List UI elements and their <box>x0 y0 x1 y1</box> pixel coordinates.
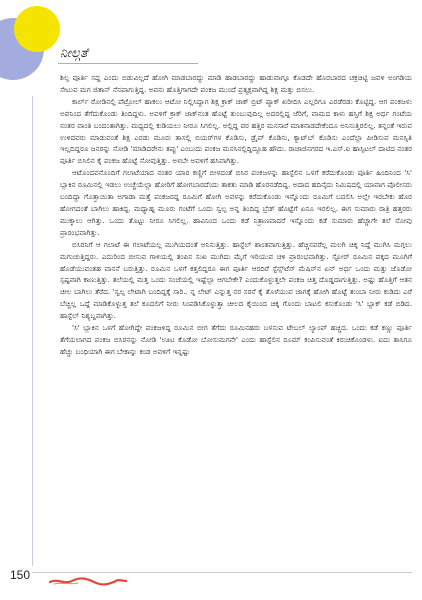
margin-rule <box>32 96 33 566</box>
paragraph: ಆಟೊಂದವನೊಂದಿಗೆ ಗಲಾಟೆಯಾದ ನಂತರ ಯಾರ ಕಣ್ಣಿಗೆ ಬೀಳದಂತೆ ಬಿಸಿರ ಪಂಕಜಳನ್ನು ಹಾಸ್ಟೆಲಿನ ಒಳಗೆ ಕರೆದುಕೊಂಡು ಪೂರ್ತಿ ಹಿಂದಿನಿಂದ 'ಸಿ' ಬ್ಲಾಕಿನ ರೂಮಿನಲ್ಲಿ ಇಡಲು ಉಚ್ಚೆಯೆಲ್ಲಾ ಹೋರಿಗೆ ಹೋಗಬಾರದೆಂದು ತಾಕತು ಮಾಡಿ ಹೊರನಡೆದಿದ್ದ. ಅದಾದ ಹದಿನೈದು ನಿಮಿಷದಲ್ಲಿ ಯಾವಾಗ ಪೊಲೀಸರು ಬಂದಿದ್ದಾ ಗೊತ್ತಾಯಿತಾ ಅಗಾಡಾ ಮತ್ತೆ ಪಂಕಜರದ್ದ ರೂಮಿಗೆ ಹೋಗಿ ಅವಳನ್ನು ಕರೆದುಕೊಂಡು ಇನ್ನೊಂದು ರೂಮಿಗೆ ಬದಲಿಸಿ ಅಲ್ಲೇ ಇರಬೇಕು ಹೊರ ಹೋಗದಂತೆ ಬಾಗಿಲು ಹಾಕಿದ್ದ. ಮಧ್ಯಾಹ್ನ ಮೂರು ಗಂಟೆಗೆ ಒಂದು ಸ್ವಲ್ಪ ಅನ್ನ ತಿಂದಿದ್ದ ಬ್ರೆಡ್ ಹೊಟ್ಟೆಗೆ ಏನೂ ಇರಲಿಲ್ಲ. ಈಗ ಸುಮಾರು ರಾತ್ರಿ ಹತ್ತರರು ಮುಕ್ಕಾಲು ಆಗಿತ್ತು. ಒಂದು ತೊಟ್ಟು ನೀರೂ ಸಿಗಲಿಲ್ಲ. ಹಾವಿನಿಂದ ಒಂದು ಕಡೆ ನಿತ್ರಾಣವಾದರೆ ಇನ್ನೊಂದು ಕಡೆ ಸುಮಾರು ಹೆಚ್ಚಾಗೇ ತಲೆ ನೋವು ಪ್ರಾರಂಭವಾಗಿತ್ತು. <box>60 168 412 237</box>
decorative-circle-yellow <box>14 6 60 52</box>
page-number: 150 <box>10 568 31 582</box>
body-text <box>60 72 412 358</box>
paragraph: 'ಸಿ' ಬ್ಲಾಕಿನ ಒಳಗೆ ಹೋಗಿದ್ದೇ ಪಂಕಜಳಿದ್ದ ರೂಮಿನ ಬೀಗ ತೆಗೆದು ರೂಮಿನಹರು ಬಳಸುವ ಟೇಬಲ್ ಲ್ಯಾಂಪ್ ಹಚ್ಚಿದ. ಒಂದು ಕಡೆ ಕಣ್ಣು ಪೂರ್ತಿ ತೆಗೆಯಲಾಗದ ಪಂಕಜ ಬಿಸಿರನನ್ನು ನೋಡಿ 'ಊಟ ಕೊಡೋ ಬೋಸುಮಗನೇ' ಎಂದು ಹಾಸ್ಟೆಲಿನ ರೂಮ್ ಕಂಪಿಸುವಂತೆ ಕಿರುಚಿಕೊಂಡಳು. ಐದು ತಾಸಿಗೂ ಹೆಚ್ಚು ಬಂಧಿಯಾಗಿ ಈಗ ಬೇಕಾನ್ನು ಕಂಡ ಅವಳಿಗೆ ಇನ್ನಷ್ಟು <box>60 323 412 356</box>
footer-rule <box>32 572 412 573</box>
paragraph: ಬಿಸಿರನಿಗೆ ಆ ಗಲಾಟೆ ಈ ಗಲಾಟೆಯಲ್ಲ ಮುಗಿಯದಂತೆ ಅನಿಸುತ್ತಿತ್ತು. ಹಾಸ್ಟೆಲ್ ಶಾಂತವಾಗುತ್ತಿತ್ತು. ಹೆಚ್ಚಿನವರೆಲ್ಲ ಮಲಗಿ ಚಿಕ್ಕ ನಿದ್ದೆ ಮುಗಿಸಿ ಮಗ್ಗಲು ಮಗುಚುತ್ತಿದ್ದರು. ಎದುರಿಂದ ಬೀಸುವ ಗಾಳಿಯಲ್ಲಿ ತಂಪಿನ ಸುಖ ಮುಗಿದು ಮೈಗೆ ಇರಿಯುವ ಚಳಿ ಪ್ರಾರಂಭವಾಗಿತ್ತು. ಸ್ಟೋರ್ ರೂಮಿನ ಪಕ್ಕದ ಮೂಗಿಗೆ ಹೊಡೆಯುವಂತಹ ವಾಸನೆ ಬರುತ್ತಿತ್ತು. ರೂಮಿನ ಒಳಗೆ ಕತ್ತಲಿದ್ದರೂ ಈಗ ಪೂರ್ತಿ ಆರದಿರೆ ಸ್ಟೆನ್ಸ್‌ಟೆಸ್ ಮೆಷಿನ್‌ನ ಏನ್ ಅರ್ಧ ಒಂದು ಮತ್ತು ಜೊಡೋ ಸ್ಪಷ್ಟವಾಗಿ ಕಾಣುತ್ತಿತ್ತು. ತಲೆಯಲ್ಲಿ ಮತ್ತ ಒಂದು ಸಂಜೆಯಲ್ಲಿ ಇಷ್ಟೆಲ್ಲಾ ಆಗಬೇಕೇ? ಎಂದುಕೊಳ್ಳುತ್ತಲೇ ಪಂಕಜ ಚಿತ್ತ ದೊಡ್ಡದಾಗುತ್ತಿತ್ತು. ಅಷ್ಟು ಹೊತ್ತಿಗೆ ಆತನ ಚೀಲ ಬಾಗಿಲು ತೆರೆದ. 'ಸ್ವಲ್ಪ ಲೇಟಾಗಿ ಬಂದಿದ್ದಕ್ಕೆ ಸಾರಿ.. ನ್ನ ಲೇಟ್ ಎನ್ನುತ್ತ ನರ ಸರನೆ ಕೈ ತೊಳೆಯುವ ಜಾಗಕ್ಕೆ ಹೋಗಿ ಹೊಟ್ಟೆ ತುಂಬಾ ನೀರು ಕುಡಿದು ಎರೆ ಬೆಚ್ಚಿಲ್ಲ ಒದ್ದೆ ಮಾಡಿಕೊಳ್ಳುತ್ತ ತಲೆ ಕೂದಲಿಗೆ ನೀರು ಸಿಂಪಡಿಸಿಕೊಳ್ಳುತ್ತಾ ಚೀಲದ ಕೈಯಿಂದ ಚಿಕ್ಕ ಗೊಂದು ಬಾಟಲಿ ಕಸುಕೊಂಡು 'ಸಿ' ಬ್ಲಾಕ್ ಕಡೆ ಬಿಡಿದ. ಹಾಸ್ಟೆಲ್ ನಿಶ್ಯಬ್ದವಾಗಿತ್ತು. <box>60 239 412 321</box>
running-header: ನೀಲ್ಗತೆ <box>60 46 88 61</box>
paragraph: ಕಾರ್ಲ್ ರೋಡಿನಲ್ಲಿ ಪೆಟ್ರೋಲ್ ಹಾಕಲು ಆಟೋ ನಿಲ್ಲಿಸಿದ್ದಾಗ ಶಿಕ್ಷ ಕ್ರಾಕ್ ಜಾಕ್ ಬ್ರಿಟ್ ಪ್ಯಾಕ್ ಖರೀದಿಸಿ ಎಲ್ಲರಿಗೂ ಎರಡೆರಡು ಕೊಟ್ಟಿದ್ದ. ಆಗ ಪಂಕಜಳು ಅವನಿಂದ ತೆಗೆದುಕೊಂಡು ತಿಂದಿದ್ದಳು. ಅವಳಿಗೆ ಕ್ರಾಕ್ ಜಾಕ್‌ನಂತ ಹೊಟ್ಟೆ ತುಂಬುವುದಿಲ್ಲ ಅದರಲ್ಲಿದ್ದ ಜೆರಿಗೆ, ವಾಮದ ಕಾಳು ಹಸ್ತಿಗೆ ಶಿಕ್ಷ ಅರ್ಧ ಗಂಟೆಯ ನಂತರ ವಾಂತಿ ಬಂದಂತಾಗಿತ್ತು. ಮಧ್ಯದಲ್ಲಿ ಕುಡಿಯಲು ನೀರೂ ಸಿಗಲಿಲ್ಲ. ಅಲ್ಲಿದ್ದ ವರ ಹತ್ತಿರ ಮನಸಾರೆ ಮಾತನಾಡದೇಕೆಂದೂ ಅನಿಸುತ್ತಿರಲಿಲ್ಲ. ತನ್ನಂತೆ ಇರುವ ಉಳಿದವರು ಮಾಡುವಂತೆ ಶಿಕ್ಷ ಎರಡು ಮೂರು ತಾಸಲ್ಲಿ ಬಿಯರ್‌ಗಳ ಕೊಡಿಸು, ಡ್ರೈವ್ ಕೊಡಿಸು, ಕ್ಯಾಟ್‌ಬ್ ಕೊಡಿಸು ಎಂದೆಲ್ಲಾ ಪೀಡಿಸುವ ಮನಸ್ಸಿತಿ ಇಲ್ಲದಿದ್ದರೂ ಜನರನ್ನು ನೋಡಿ 'ಮಾಡಿದರೇನು ತಪ್ಪು' ಎಂಬುದು ಪಂಕಜ ಮನಸಿನಲ್ಲಿದ್ದಿದ್ದೂಹ ಹೌದು. ರಾಜಾಜಿನಗರದ ಇ.ಎಸ್.ಐ ಹಾಸ್ಪಿಟಲ್ ದಾಟಿದ ನಂತರ ಪೂರ್ತಿ ಬಿಸಿಲಿನ ಕೈ ಪಂಕಜ ಹೊಟ್ಟೆ ನೋವುತ್ತಿತ್ತು. ಅಳಬೇ ಅವಳಿಗೆ ಹಸಿವಾಗಿತ್ತು. <box>60 96 412 166</box>
header-underline <box>58 63 198 64</box>
paragraph: ಶಿಲ್ಪ ಪೂರ್ತಿ ಸದ್ದ ಎಂದು ಬಿಡುವಿಲ್ಲದೆ ಹೋಗಿ ಮಾಡಬಾರದ್ದು ಮಾಡಿ ಹಾಡಬಾರದ್ದು ಹಾಡುವಾಗ್ಗೂ ಕೊಡದೇ ಹೊರಬಾರದ ಚಕ್ರಚಿಟ್ಟಿ ಜವಳಿ ಅಂಗಡಿಯ ಸೇಟುವ ಮಗ ಜಿತಾನ್ ನೆನಪಾಗುತ್ತಿದ್ದ. ಅವನು ಹೊತ್ತಿಗಾಗದೇ ಪಂಕಜ ಮುಂದೆ ಪ್ರತ್ಯಕ್ಷವಾಗಿದ್ದ ಶಿಕ್ಷ ಮತ್ತು ಬಿಸಲು. <box>60 73 412 94</box>
brush-stroke-ornament <box>48 576 128 586</box>
